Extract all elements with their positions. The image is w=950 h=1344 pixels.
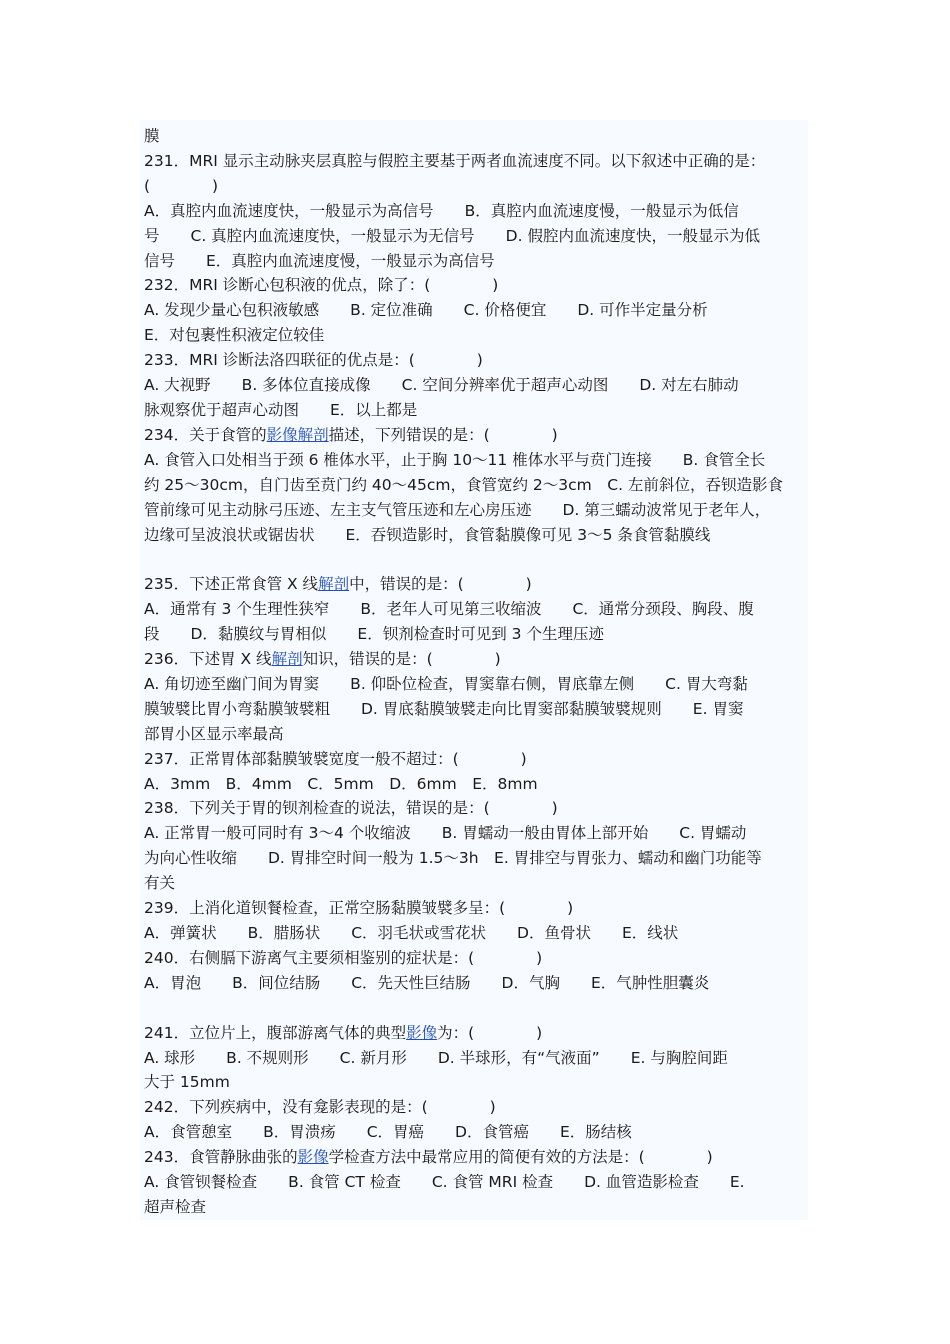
text-line [144,498,812,523]
text-line [144,224,812,249]
text-line [144,298,812,323]
text-segment: 241．立位片上，腹部游离气体的典型 [144,1023,407,1042]
text-segment: 233．MRI 诊断法洛四联征的优点是：( ) [144,351,483,370]
text-segment: A. 角切迹至幽门间为胃窦 B. 仰卧位检查，胃窦靠右侧，胃底靠左侧 C. 胃大弯黏 [144,674,748,693]
text-segment: 238．下列关于胃的钡剂检查的说法，错误的是：( ) [144,799,558,818]
text-line [144,1170,812,1195]
text-segment: E．对包裹性积液定位较佳 [144,326,325,345]
text-line [144,174,812,199]
text-line [144,672,812,697]
text-segment: 脉观察优于超声心动图 E．以上都是 [144,400,418,419]
blank-line [144,996,812,1021]
text-line [144,1070,812,1095]
text-segment: 240．右侧膈下游离气主要须相鉴别的症状是：( ) [144,948,543,967]
text-segment: A. 球形 B. 不规则形 C. 新月形 D. 半球形，有“气液面” E. 与胸腔间距 [144,1048,728,1067]
text-segment: 学检查方法中最常应用的简便有效的方法是：( ) [328,1148,713,1167]
text-segment: 知识，错误的是：( ) [302,650,501,669]
text-segment: A．胃泡 B．间位结肠 C．先天性巨结肠 D．气胸 E．气肿性胆囊炎 [144,973,710,992]
text-line [144,1095,812,1120]
blank-line [144,547,812,572]
text-segment: 234．关于食管的 [144,425,267,444]
text-line [144,772,812,797]
text-line [144,199,812,224]
hyperlink[interactable]: 解剖 [318,575,350,594]
text-line [144,523,812,548]
hyperlink[interactable]: 影像解剖 [266,425,329,444]
text-line [144,597,812,622]
text-segment: ( ) [144,176,219,195]
text-segment: 239．上消化道钡餐检查，正常空肠黏膜皱襞多呈：( ) [144,899,574,918]
text-line [144,971,812,996]
text-line [144,896,812,921]
text-line [144,124,812,149]
text-line [144,722,812,747]
text-segment: 边缘可呈波浪状或锯齿状 E．吞钡造影时，食管黏膜像可见 3～5 条食管黏膜线 [144,525,711,544]
text-segment: 232．MRI 诊断心包积液的优点，除了：( ) [144,276,499,295]
text-segment: 为：( ) [437,1023,543,1042]
text-line [144,273,812,298]
text-segment: 信号 E．真腔内血流速度慢，一般显示为高信号 [144,251,495,270]
text-line [144,871,812,896]
text-segment: 有关 [144,874,176,893]
text-line [144,1145,812,1170]
text-segment: 描述，下列错误的是：( ) [328,425,558,444]
text-segment: A．真腔内血流速度快，一般显示为高信号 B．真腔内血流速度慢，一般显示为低信 [144,201,739,220]
hyperlink[interactable]: 影像 [406,1023,438,1042]
text-line [144,622,812,647]
text-line [144,1195,812,1220]
text-segment: 235．下述正常食管 X 线 [144,575,319,594]
text-line [144,423,812,448]
text-line [144,348,812,373]
text-segment: A. 食管入口处相当于颈 6 椎体水平，止于胸 10～11 椎体水平与贲门连接 B. 食管全长 [144,450,766,469]
text-segment: 大于 15mm [144,1073,230,1092]
text-line [144,921,812,946]
hyperlink[interactable]: 影像 [297,1148,329,1167]
text-line [144,149,812,174]
text-segment: A. 大视野 B. 多体位直接成像 C. 空间分辨率优于超声心动图 D. 对左右肺动 [144,376,739,395]
text-line [144,448,812,473]
text-segment: 236．下述胃 X 线 [144,650,272,669]
text-segment: 242．下列疾病中，没有龛影表现的是：( ) [144,1098,496,1117]
text-segment: 243．食管静脉曲张的 [144,1148,298,1167]
text-line [144,846,812,871]
text-segment: 约 25～30cm，自门齿至贲门约 40～45cm，食管宽约 2～3cm C. 左前斜位，吞钡造影食 [144,475,783,494]
text-line [144,1021,812,1046]
text-segment: A．3mm B．4mm C．5mm D．6mm E．8mm [144,774,538,793]
text-line [144,821,812,846]
text-segment: 号 C. 真腔内血流速度快，一般显示为无信号 D. 假腔内血流速度快，一般显示为低 [144,226,760,245]
text-segment: A．弹簧状 B．腊肠状 C．羽毛状或雪花状 D．鱼骨状 E．线状 [144,923,679,942]
text-segment: 管前缘可见主动脉弓压迹、左主支气管压迹和左心房压迹 D. 第三蠕动波常见于老年人， [144,500,771,519]
text-line [144,1046,812,1071]
text-segment: 237．正常胃体部黏膜皱襞宽度一般不超过：( ) [144,749,527,768]
text-segment: A. 正常胃一般可同时有 3～4 个收缩波 B. 胃蠕动一般由胃体上部开始 C. 胃蠕动 [144,824,747,843]
text-segment: A. 食管钡餐检查 B. 食管 CT 检查 C. 食管 MRI 检查 D. 血管造影检查 E. [144,1173,745,1192]
text-line [144,373,812,398]
text-line [144,647,812,672]
text-line [144,747,812,772]
text-line [144,323,812,348]
text-segment: 231．MRI 显示主动脉夹层真腔与假腔主要基于两者血流速度不同。以下叙述中正确的是： [144,151,766,170]
hyperlink[interactable]: 解剖 [271,650,303,669]
text-line [144,697,812,722]
text-line [144,473,812,498]
text-line [144,249,812,274]
text-segment: A．食管憩室 B．胃溃疡 C．胃癌 D．食管癌 E．肠结核 [144,1123,632,1142]
text-segment: 膜皱襞比胃小弯黏膜皱襞粗 D. 胃底黏膜皱襞走向比胃窦部黏膜皱襞规则 E. 胃窦 [144,699,744,718]
text-segment: 部胃小区显示率最高 [144,724,284,743]
text-line [144,572,812,597]
text-segment: 为向心性收缩 D. 胃排空时间一般为 1.5～3h E. 胃排空与胃张力、蠕动和幽门功能等 [144,849,762,868]
text-segment: 超声检查 [144,1197,207,1216]
text-segment: 中，错误的是：( ) [349,575,532,594]
document-body [144,124,812,1220]
text-segment: 膜 [144,127,160,145]
text-segment: A. 发现少量心包积液敏感 B. 定位准确 C. 价格便宜 D. 可作半定量分析 [144,301,708,320]
text-line [144,1120,812,1145]
text-line [144,796,812,821]
text-line [144,946,812,971]
text-segment: A．通常有 3 个生理性狭窄 B．老年人可见第三收缩波 C．通常分颈段、胸段、腹 [144,600,754,619]
text-line [144,398,812,423]
text-segment: 段 D．黏膜纹与胃相似 E．钡剂检查时可见到 3 个生理压迹 [144,625,604,644]
